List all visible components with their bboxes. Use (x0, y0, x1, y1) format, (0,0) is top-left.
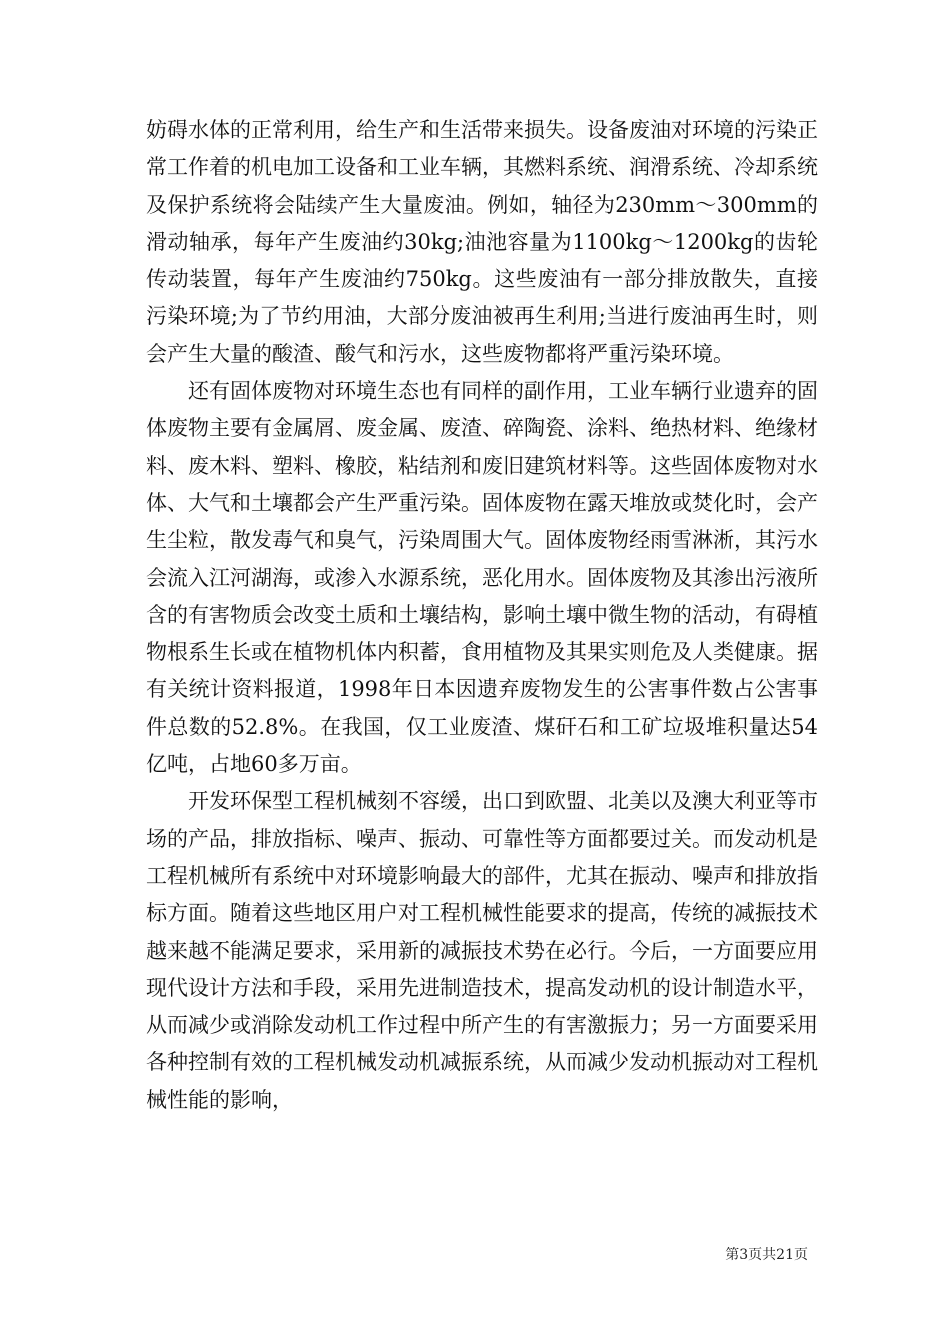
paragraph-3: 开发环保型工程机械刻不容缓，出口到欧盟、北美以及澳大利亚等市场的产品，排放指标、噪声、振动、可靠性等方面都要过关。而发动机是工程机械所有系统中对环境影响最大的部件，尤其在振动、噪声和排放指标方面。随着这些地区用户对工程机械性能要求的提高，传统的减振技术越来越不能满足要求，采用新的减振技术势在必行。今后，一方面要应用现代设计方法和手段，采用先进制造技术，提高发动机的设计制造水平，从而减少或消除发动机工作过程中所产生的有害激振力；另一方面要采用各种控制有效的工程机械发动机减振系统，从而减少发动机振动对工程机械性能的影响， (146, 789, 818, 1112)
page-number-footer: 第3页共21页 (725, 1247, 808, 1263)
document-body (146, 112, 818, 1119)
paragraph-2: 还有固体废物对环境生态也有同样的副作用，工业车辆行业遗弃的固体废物主要有金属屑、废金属、废渣、碎陶瓷、涂料、绝热材料、绝缘材料、废木料、塑料、橡胶，粘结剂和废旧建筑材料等。这些固体废物对水体、大气和土壤都会产生严重污染。固体废物在露天堆放或焚化时，会产生尘粒，散发毒气和臭气，污染周围大气。固体废物经雨雪淋淅，其污水会流入江河湖海，或渗入水源系统，恶化用水。固体废物及其渗出污液所含的有害物质会改变土质和土壤结构，影响土壤中微生物的活动，有碍植物根系生长或在植物机体内积蓄，食用植物及其果实则危及人类健康。据有关统计资料报道，1998年日本因遗弃废物发生的公害事件数占公害事件总数的52.8%。在我国，仅工业废渣、煤矸石和工矿垃圾堆积量达54亿吨，占地60多万亩。 (146, 379, 818, 777)
paragraph-1: 妨碍水体的正常利用，给生产和生活带来损失。设备废油对环境的污染正常工作着的机电加工设备和工业车辆，其燃料系统、润滑系统、冷却系统及保护系统将会陆续产生大量废油。例如，轴径为230mm～300mm的滑动轴承，每年产生废油约30kg;油池容量为1100kg～1200kg的齿轮传动装置，每年产生废油约750kg。这些废油有一部分排放散失，直接污染环境;为了节约用油，大部分废油被再生利用;当进行废油再生时，则会产生大量的酸渣、酸气和污水，这些废物都将严重污染环境。 (146, 118, 818, 366)
